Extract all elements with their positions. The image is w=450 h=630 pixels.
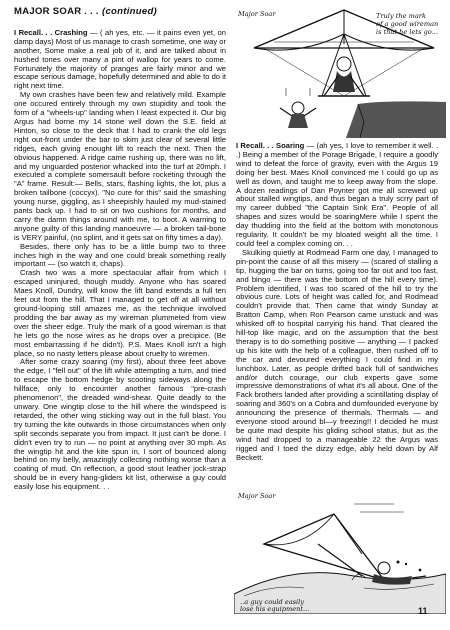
svg-text:is that he lets go...: is that he lets go... — [376, 28, 438, 36]
left-lead-text: — ( ah yes, etc. — it pains even yet, on damp days) Most of us manage to crash sometime, one way or another, Some make a real job of it, and are talked about in hushed tones over many a pint of wallop for years to come. Fortunately the majority of pranges are fairly minor and we escape serious damage, hopefully determined and able to do it right next time. — [14, 27, 226, 91]
left-column — [14, 8, 226, 492]
svg-text:Truly the mark: Truly the mark — [376, 12, 426, 20]
cartoon-top-signature — [237, 10, 276, 18]
right-column — [236, 142, 438, 463]
svg-text:Major Soar: Major Soar — [238, 492, 276, 500]
left-paragraph: My own crashes have been few and relatively mild. Example one occured entirely through my own stupidity and took the form of a "wheels-up" landing when I least expected it. Our big Argus had borne my 14 stone well down the S.E. field at Hinton, so close to the deck that I had to crank the old legs right out-front under the bar to skim just clear of several little ridges, each giving enought lift to reach the next. Then the obvious happened. A ridge came rushing up, there was no lift, and my unguarded posterior whacked into the turf at 20mph. I executed a complete somersault before rocketing through the "A" frame. Result:— Bells, stars, flashing lights, the lot, plus a broken tailbone (coccyx). "No cure for this" said the smashing young nurse, giggling, as I sheepishly hauled my mud-stained pants back up. I had to sit on two cushions for months, and carry the damn things around with me, to boot. A warning to anyone guilty of this landing manoeuvre — a broken tail-bone is VERY painful, (no splint, and it gets sat on fifty times a day). — [14, 90, 226, 242]
cartoon-top-caption — [376, 12, 438, 36]
svg-text:lose his equipment...: lose his equipment... — [240, 605, 310, 613]
left-paragraph: Crash two was a more spectacular affair from which I escaped uninjured, though muddy. Anyone who has soared Maes Knoll, Dundry, will know the lift band extends a full ten feet out from the hill. That I managed to get off at all without ground-looping still amazes me, as the technique involved prodding the bar away as my wireman plummeted from view over the sheer edge. Truly the mark of a good wireman is that he lets go the nose wires as he drops over a precipice. (Be most embarrassing if he didn't). P.S. Maes Knoll isn't a high place, so no nasty letters please about cruelty to wiremen. — [14, 268, 226, 358]
right-lead-paragraph — [236, 142, 438, 249]
right-lead-text: — (ah yes, I love to remember it well. . .) Being a member of the Porage Brigade, I require a goodly wind to defeat the force of gravity, even with the Argus 19 doing her best. Maes Knoll convinced me I could go up as well as down, and taught me to keep away from the slope. A dozen readings of Dan Poynter got me all screwed up about stalled wingtips, and thus began a truly scrry part of my career dubbed "the Captain Sink Era". People of all shapes and sizes would be soaringMere while I spent the day thudding into the field at the bottom with monotonous regularity. It couldn't be my bloated weight all the time. I could feel a complex coming on. . . — [236, 141, 438, 248]
left-paragraph: After some crazy soaring (my first), about three feet above the edge, I "fell out" of the lift while attempting a turn, and tried to escape the bottom hedge by scooting sideways along the hillface, only to encounter another famous "pre-crash phenomenon", the dreaded wind-shear. Quite deadly to the unwary. One wingtip close to the hill where the windspeed is retarded, the other wing sticking way out in the full blast. You try turning the kite outwards in those circumstances when only split seconds separate you from impact. It just can't be done. I didn't even try to run — no point at anything over 30 mph. As the wingtip hit and the kite spun in, I sort of bounced along behind on my belly, amazingly collecting nothing worse than a coating of mud. On reflection, a good stout leather jock-strap should be in every hang-gliders kit list, otherwise a guy could easily lose his equipment. . . — [14, 357, 226, 492]
cartoon-bottom-illustration — [234, 484, 446, 614]
svg-text:..a guy could easily: ..a guy could easily — [240, 598, 305, 606]
left-paragraph: Besides, there only has to be a little bump two to three inches high in the way and one could break something really important — (so watch it, chaps). — [14, 241, 226, 269]
cartoon-bottom-caption — [240, 598, 309, 613]
left-lead-paragraph — [14, 29, 226, 91]
right-lead-heading: I Recall. . . Soaring — [236, 141, 305, 150]
cartoon-top-illustration — [234, 4, 446, 138]
cartoon-bottom-signature — [237, 492, 276, 500]
article-header — [14, 8, 226, 17]
svg-text:of a good wireman: of a good wireman — [376, 20, 439, 28]
page-number: 11 — [418, 606, 428, 616]
right-paragraph: Skulking quietly at Rodmead Farm one day, I managed to pin-point the cause of all this misery — (scared of stalling a tip, hugging the bar on turns, going too far out and too fast, and bingo — there was the bottom of the hill every time). Problem identified, I was too scared of the hill to try the obvious cure. Lots of height was called for, and Rodmead couldn't provide that. Then came that windy Sunday at Bratton Camp, when Ron Pearson came unstuck and was whisked off to hospital carrying his hand. That cleared the hill-top like magic, and on the assumption that the best therapy is to do something positive — anything — I packed up his kite with the help of a colleague, then rushed off to the car and devoured everything I could find in my lunchbox. Later, as people drifted back full of sandwiches and/or dutch courage, our club experts gave some impressive demonstrations of what it's all about. One of the Fack brothers landed after providing a scintillating display of soaring and 360's on a Cobra and dumfounded everyone by announcing the presence of thermals. Thermals — and everyone stood around bl—y freezing!! I decided he must be quite mad despite his gliding school status, but as the wind had dropped to a manageable 22 the Argus was rigged and I toed the dizzy edge, ably held down by Alf Beckett. — [236, 247, 438, 462]
left-lead-heading: I Recall. . . Crashing — [14, 27, 88, 37]
article-subtitle: . . . (continued) — [84, 6, 158, 17]
svg-text:Major Soar: Major Soar — [238, 10, 276, 18]
article-title: MAJOR SOAR — [14, 6, 82, 17]
